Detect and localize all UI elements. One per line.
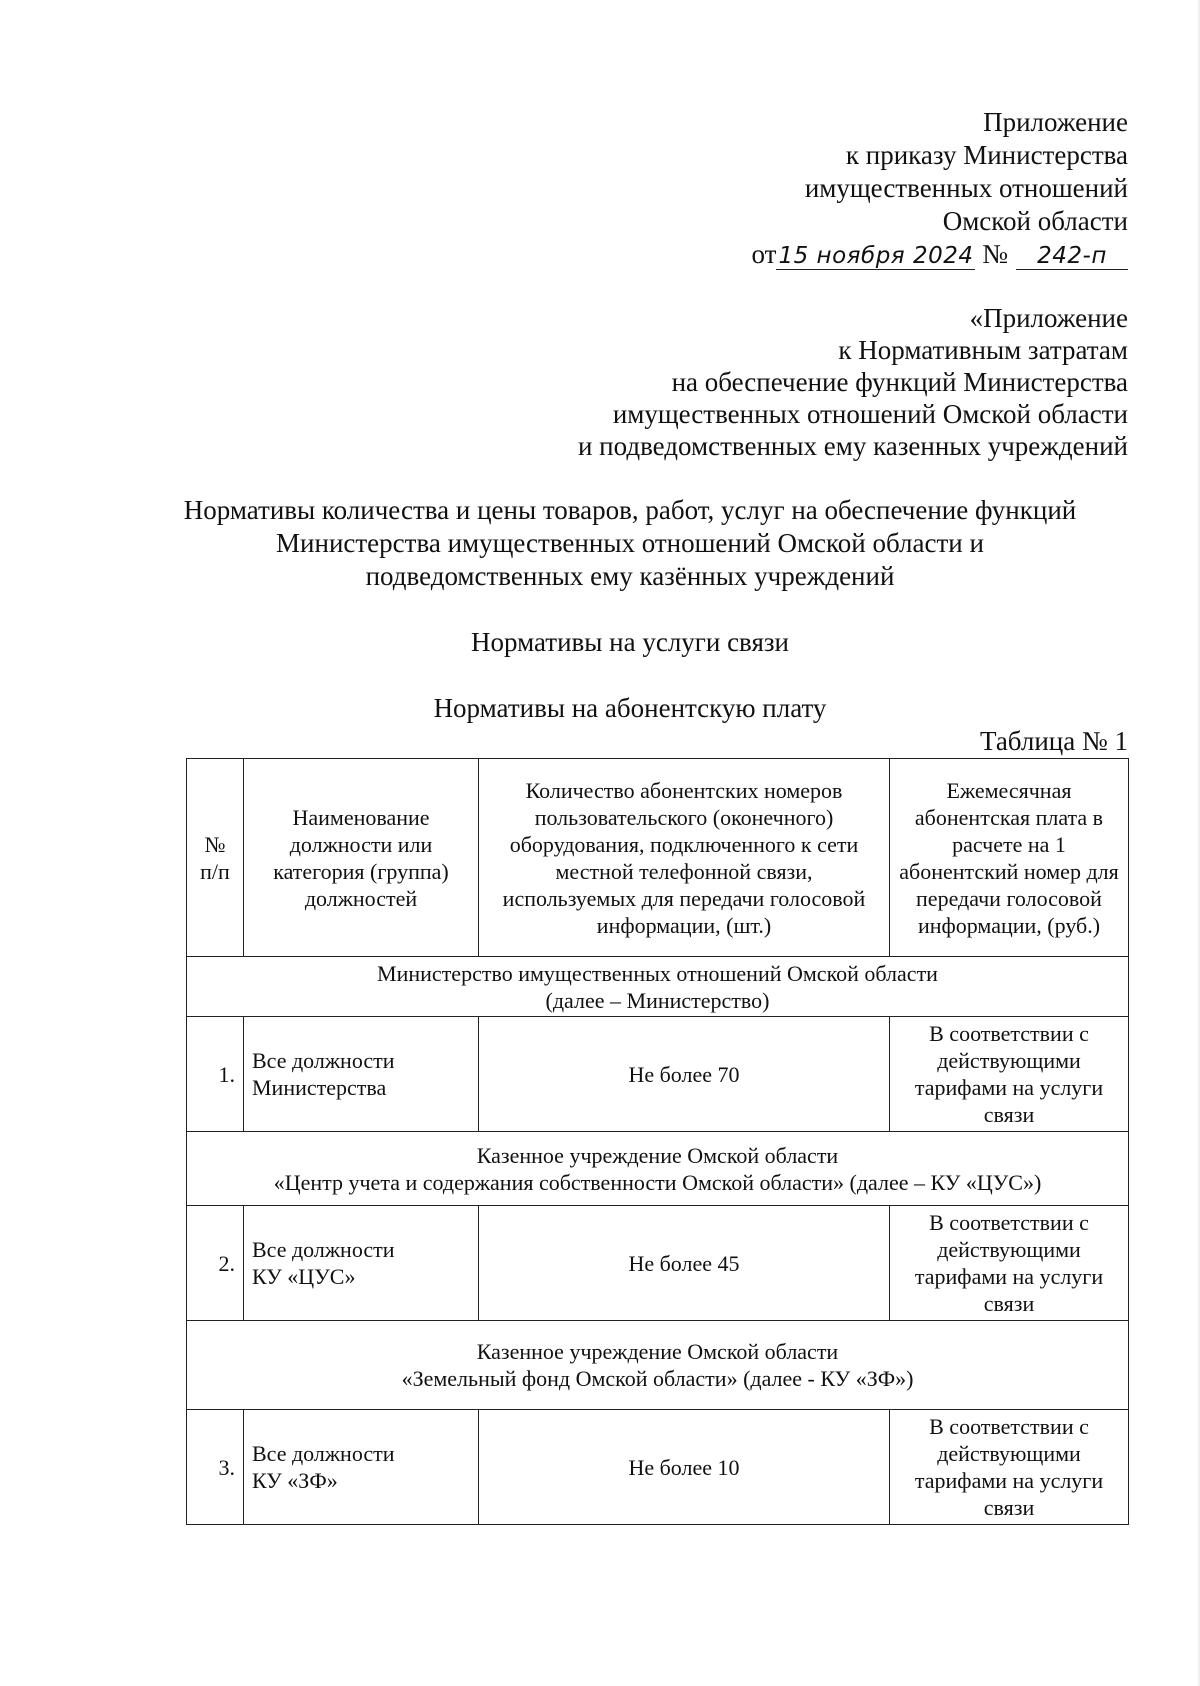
section-title bbox=[187, 957, 1129, 1017]
row-num: 3. bbox=[187, 1410, 244, 1525]
title-line: Министерства имущественных отношений Омской области и bbox=[276, 528, 984, 558]
row-fee: В соответствии с действующими тарифами на услуги связи bbox=[890, 1017, 1129, 1132]
inner-annex-line: на обеспечение функций Министерства bbox=[671, 367, 1128, 397]
section-title-line: Казенное учреждение Омской области bbox=[476, 1142, 839, 1168]
fee-subtitle: Нормативы на абонентскую плату bbox=[433, 693, 827, 723]
number-prefix: № bbox=[982, 239, 1008, 269]
header-fee: Ежемесячная абонентская плата в расчете на 1 абонентский номер для передачи голосовой информации, (руб.) bbox=[890, 759, 1129, 957]
row-position bbox=[244, 1206, 479, 1321]
section-row bbox=[187, 957, 1129, 1017]
header-quantity: Количество абонентских номеров пользовательского (оконечного) оборудования, подключенного к сети местной телефонной связи, используемых для передачи голосовой информации, (шт.) bbox=[479, 759, 890, 957]
annex-line: к приказу Министерства bbox=[845, 140, 1128, 170]
table-row bbox=[187, 1017, 1129, 1132]
section-title-line: Казенное учреждение Омской области bbox=[476, 1339, 839, 1364]
section-row bbox=[187, 1132, 1129, 1206]
inner-annex-header bbox=[578, 302, 1128, 462]
position-line: Министерства bbox=[252, 1075, 387, 1100]
row-fee: В соответствии с действующими тарифами на услуги связи bbox=[890, 1410, 1129, 1525]
header-num: № п/п bbox=[187, 759, 244, 957]
section-row bbox=[187, 1321, 1129, 1410]
row-num: 1. bbox=[187, 1017, 244, 1132]
section-title-line: «Земельный фонд Омской области» (далее - КУ «ЗФ») bbox=[401, 1366, 914, 1391]
annex-line: имущественных отношений bbox=[804, 173, 1128, 203]
services-subtitle: Нормативы на услуги связи bbox=[471, 627, 789, 657]
handwritten-number: 242-п bbox=[1016, 243, 1128, 270]
row-quantity: Не более 45 bbox=[479, 1206, 890, 1321]
header-position: Наименование должности или категория (группа) должностей bbox=[244, 759, 479, 957]
norms-table bbox=[186, 758, 1129, 1525]
order-date-line bbox=[752, 238, 1128, 271]
table-header-row bbox=[187, 759, 1129, 957]
inner-annex-line: к Нормативным затратам bbox=[838, 335, 1128, 365]
inner-annex-line: имущественных отношений Омской области bbox=[612, 399, 1128, 429]
inner-annex-line: и подведомственных ему казенных учреждений bbox=[577, 431, 1128, 461]
table-row bbox=[187, 1206, 1129, 1321]
table-label: Таблица № 1 bbox=[980, 726, 1128, 756]
title-line: подведомственных ему казённых учреждений bbox=[365, 561, 895, 591]
position-line: Все должности bbox=[252, 1237, 395, 1262]
position-line: Все должности bbox=[252, 1048, 395, 1073]
section-title-line: (далее – Министерство) bbox=[545, 987, 770, 1013]
row-quantity: Не более 10 bbox=[479, 1410, 890, 1525]
title-line: Нормативы количества и цены товаров, работ, услуг на обеспечение функций bbox=[183, 495, 1077, 525]
row-position bbox=[244, 1410, 479, 1525]
section-title bbox=[187, 1321, 1129, 1410]
section-title-line: «Центр учета и содержания собственности Омской области» (далее – КУ «ЦУС») bbox=[273, 1169, 1042, 1195]
row-fee: В соответствии с действующими тарифами на услуги связи bbox=[890, 1206, 1129, 1321]
handwritten-date: 15 ноября 2024 bbox=[778, 243, 974, 269]
table-row bbox=[187, 1410, 1129, 1525]
position-line: Все должности bbox=[252, 1441, 395, 1466]
annex-line: Омской области bbox=[942, 206, 1128, 236]
row-quantity: Не более 70 bbox=[479, 1017, 890, 1132]
date-prefix: от bbox=[751, 239, 777, 269]
annex-header bbox=[752, 106, 1128, 271]
document-title bbox=[160, 494, 1100, 593]
row-num: 2. bbox=[187, 1206, 244, 1321]
section-title bbox=[187, 1132, 1129, 1206]
section-title-line: Министерство имущественных отношений Омской области bbox=[377, 960, 938, 986]
inner-annex-line: «Приложение bbox=[969, 303, 1128, 333]
annex-line: Приложение bbox=[983, 107, 1128, 137]
position-line: КУ «ЦУС» bbox=[252, 1264, 356, 1289]
row-position bbox=[244, 1017, 479, 1132]
position-line: КУ «ЗФ» bbox=[252, 1468, 338, 1493]
